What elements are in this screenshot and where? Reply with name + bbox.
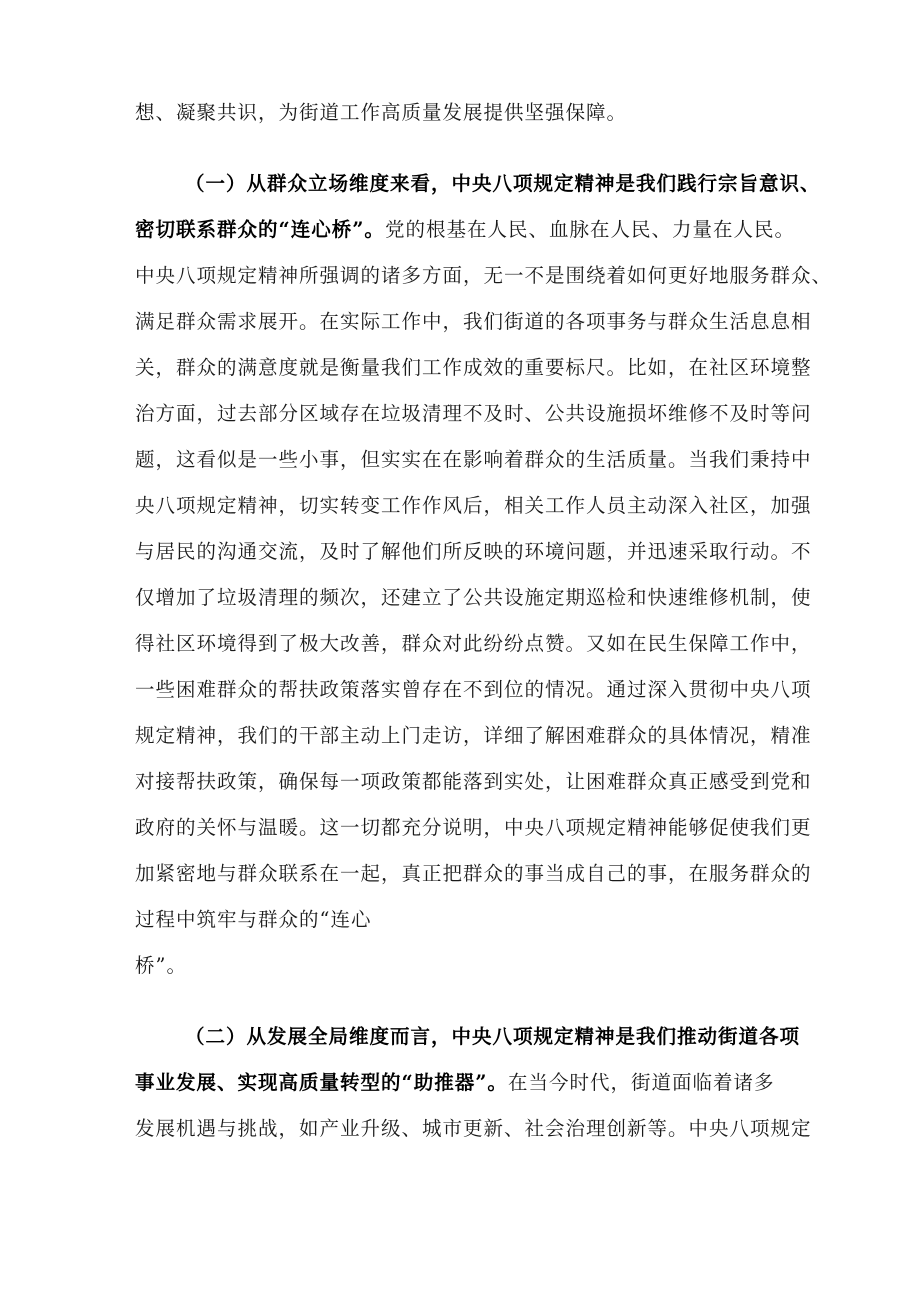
text-segment: 在当今时代，街道面临着诸多 xyxy=(507,1071,775,1094)
text-line: 仅增加了垃圾清理的频次，还建立了公共设施定期巡检和快速维修机制，使 xyxy=(135,586,812,609)
text-line: 得社区环境得到了极大改善，群众对此纷纷点赞。又如在民生保障工作中， xyxy=(135,632,812,655)
text-line: 加紧密地与群众联系在一起，真正把群众的事当成自己的事，在服务群众的 xyxy=(135,862,812,885)
text-line: 央八项规定精神，切实转变工作作风后，相关工作人员主动深入社区，加强 xyxy=(135,494,812,517)
text-line xyxy=(135,1071,774,1095)
text-line: 治方面，过去部分区域存在垃圾清理不及时、公共设施损坏维修不及时等问 xyxy=(135,402,812,425)
text-line xyxy=(135,218,795,242)
text-line: 发展机遇与挑战，如产业升级、城市更新、社会治理创新等。中央八项规定 xyxy=(135,1117,812,1140)
section-heading-1: （一）从群众立场维度来看，中央八项规定精神是我们践行宗旨意识、 xyxy=(185,172,821,195)
text-line: 政府的关怀与温暖。这一切都充分说明，中央八项规定精神能够促使我们更 xyxy=(135,816,812,839)
text-segment: 党的根基在人民、血脉在人民、力量在人民。 xyxy=(384,218,795,241)
text-line: 与居民的沟通交流，及时了解他们所反映的环境问题，并迅速采取行动。不 xyxy=(135,540,812,563)
section-heading-2: （二）从发展全局维度而言，中央八项规定精神是我们推动街道各项 xyxy=(185,1025,801,1048)
text-line: 一些困难群众的帮扶政策落实曾存在不到位的情况。通过深入贯彻中央八项 xyxy=(135,678,812,701)
section-heading-1-cont: 密切联系群众的“连心桥”。 xyxy=(135,218,385,241)
text-line: 中央八项规定精神所强调的诸多方面，无一不是围绕着如何更好地服务群众、 xyxy=(135,264,833,287)
text-line: 桥”。 xyxy=(135,954,187,977)
text-line: 题，这看似是一些小事，但实实在在影响着群众的生活质量。当我们秉持中 xyxy=(135,448,812,471)
text-line: 规定精神，我们的干部主动上门走访，详细了解困难群众的具体情况，精准 xyxy=(135,724,812,747)
text-line: 关，群众的满意度就是衡量我们工作成效的重要标尺。比如，在社区环境整 xyxy=(135,356,812,379)
text-line: 对接帮扶政策，确保每一项政策都能落到实处，让困难群众真正感受到党和 xyxy=(135,770,812,793)
text-line: 想、凝聚共识，为街道工作高质量发展提供坚强保障。 xyxy=(135,101,628,124)
text-line: 满足群众需求展开。在实际工作中，我们街道的各项事务与群众生活息息相 xyxy=(135,310,812,333)
text-line: 过程中筑牢与群众的“连心 xyxy=(135,908,372,931)
section-heading-2-cont: 事业发展、实现高质量转型的“助推器”。 xyxy=(135,1071,508,1094)
